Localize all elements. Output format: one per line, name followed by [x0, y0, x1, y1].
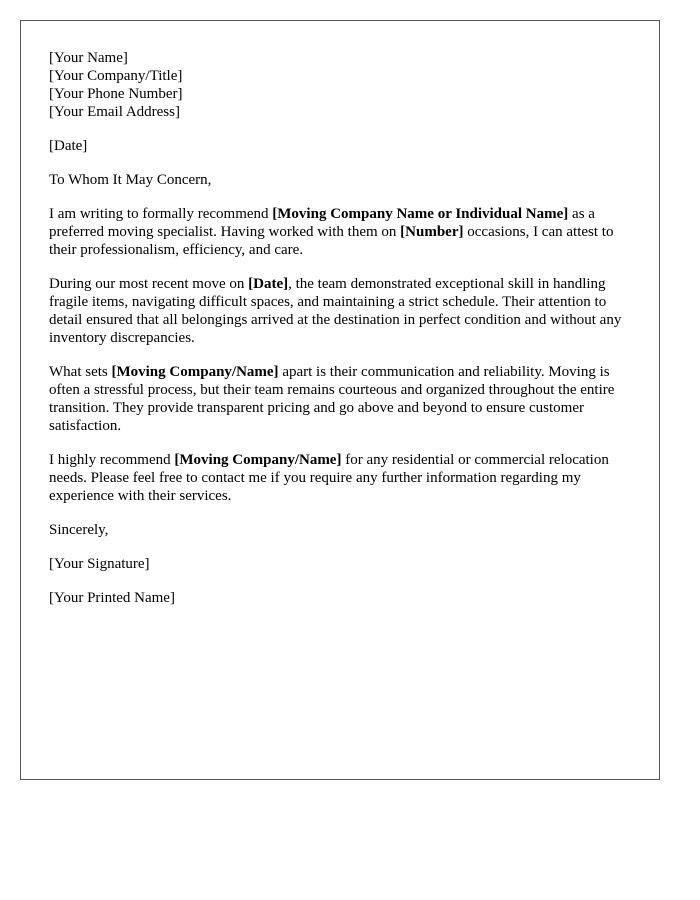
letter-date: [Date] — [49, 138, 88, 154]
paragraph-closing-recommendation — [49, 451, 635, 505]
sender-email: [Your Email Address] — [49, 104, 180, 120]
salutation: To Whom It May Concern, — [49, 172, 212, 188]
p4-text-1: I highly recommend — [49, 452, 175, 468]
paragraph-communication — [49, 363, 635, 435]
signature-placeholder: [Your Signature] — [49, 556, 150, 572]
p2-text-2: , the team demonstrated exceptional skill in handling fragile items, navigating difficult spaces, and maintaining a strict schedule. Their attention to detail ensured that all belongings arrived at the destination in perfect condition and without any inventory discrepancies. — [49, 276, 622, 346]
p1-text-1: I am writing to formally recommend — [49, 206, 273, 222]
p1-text-3: occasions, I can attest to their professionalism, efficiency, and care. — [49, 224, 614, 258]
sender-name: [Your Name] — [49, 50, 128, 66]
p2-text-1: During our most recent move on — [49, 276, 249, 292]
paragraph-recent-move — [49, 275, 635, 347]
paragraph-recommendation — [49, 205, 635, 259]
printed-name-placeholder: [Your Printed Name] — [49, 590, 175, 606]
letter-page — [20, 20, 660, 780]
letter-body — [49, 49, 635, 623]
p4-text-2: for any residential or commercial relocation needs. Please feel free to contact me if you require any further information regarding my experience with their services. — [49, 452, 609, 504]
closing: Sincerely, — [49, 522, 109, 538]
p1-text-2: as a preferred moving specialist. Having worked with them on — [49, 206, 595, 240]
p4-company-placeholder: [Moving Company/Name] — [174, 452, 342, 468]
p3-text-1: What sets — [49, 364, 112, 380]
p2-date-placeholder: [Date] — [248, 276, 289, 292]
p1-company-placeholder: [Moving Company Name or Individual Name] — [272, 206, 569, 222]
p3-company-placeholder: [Moving Company/Name] — [111, 364, 279, 380]
sender-company-title: [Your Company/Title] — [49, 68, 183, 84]
sender-phone: [Your Phone Number] — [49, 86, 183, 102]
p3-text-2: apart is their communication and reliability. Moving is often a stressful process, but their team remains courteous and organized throughout the entire transition. They provide transparent pricing and go above and beyond to ensure customer satisfaction. — [49, 364, 615, 434]
sender-block — [49, 49, 635, 121]
p1-number-placeholder: [Number] — [400, 224, 464, 240]
